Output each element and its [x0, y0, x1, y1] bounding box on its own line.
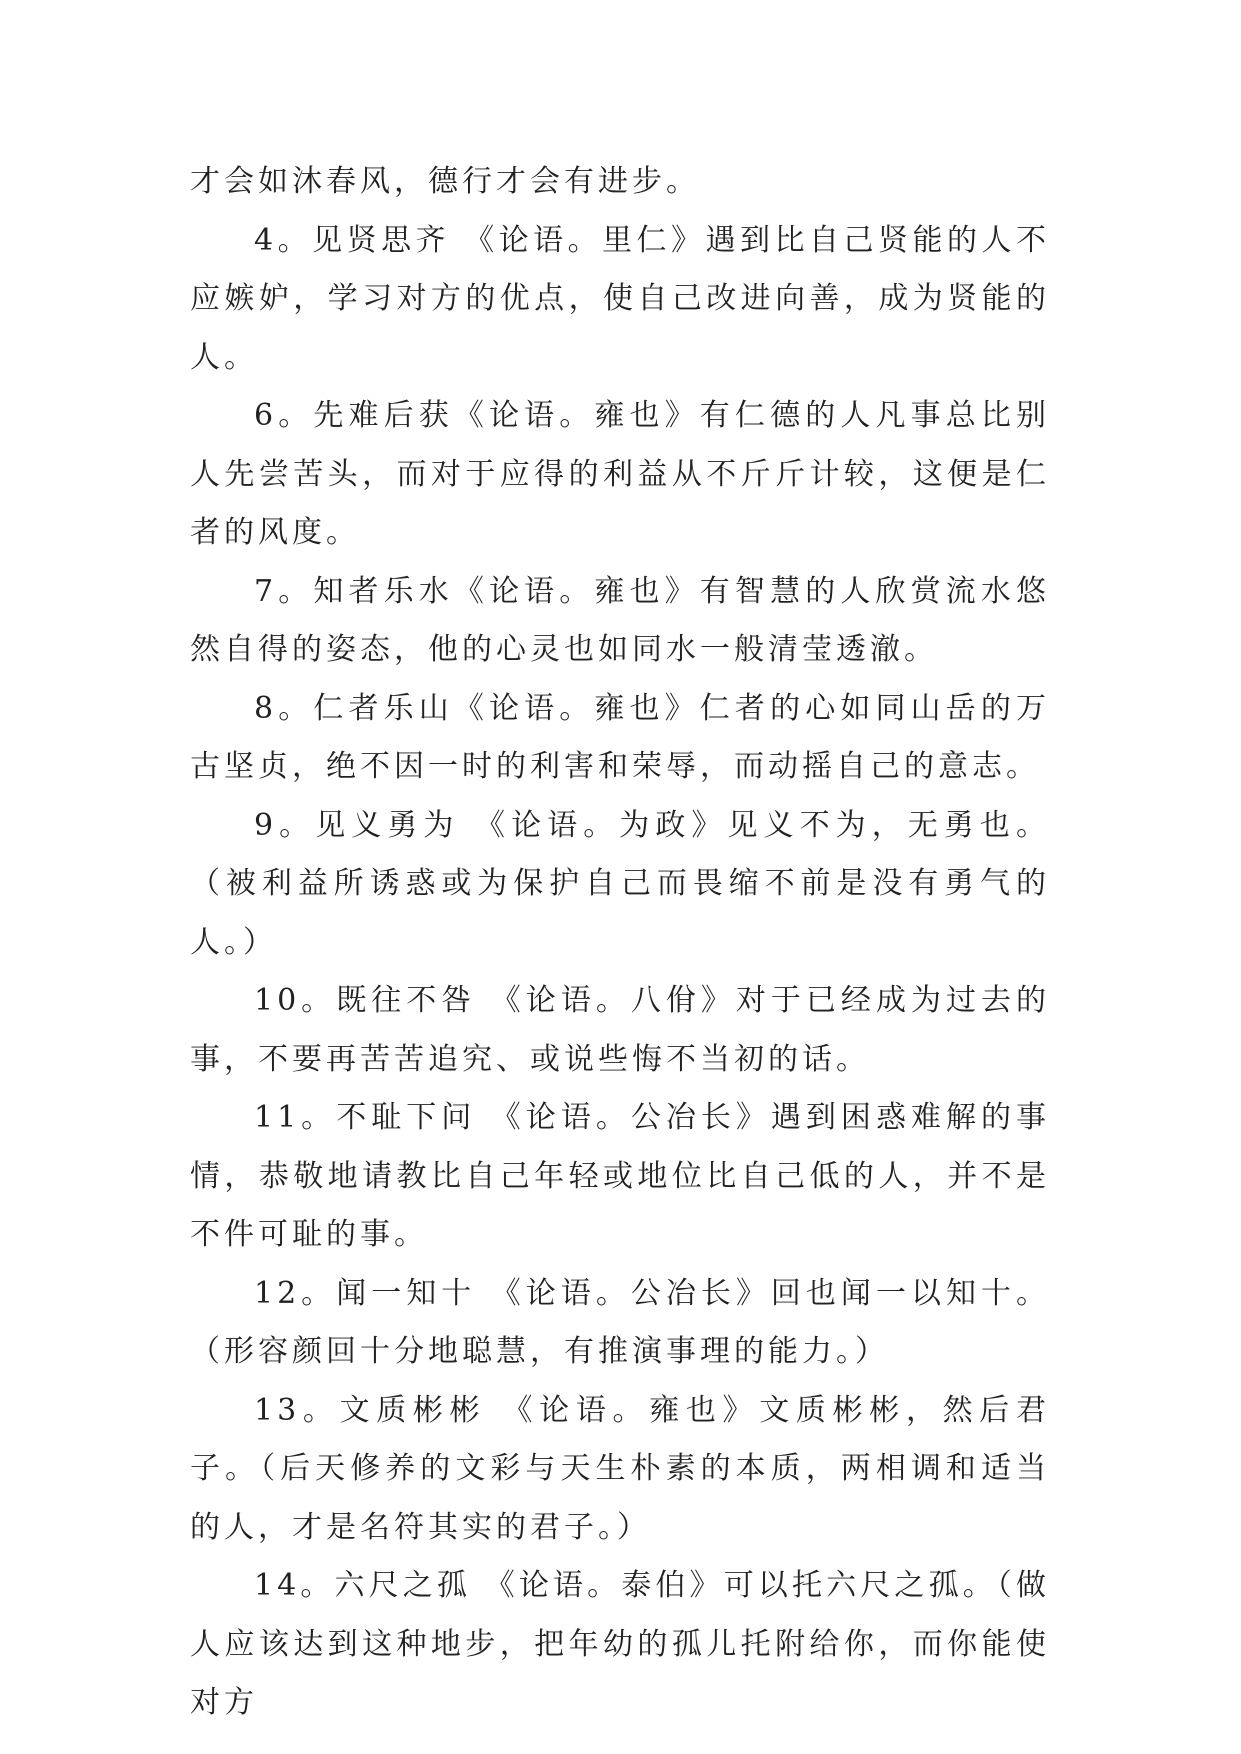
document-body [190, 153, 1050, 1733]
paragraph-item-7: 7。知者乐水《论语。雍也》有智慧的人欣赏流水悠然自得的姿态，他的心灵也如同水一般清莹透澈。 [190, 573, 1050, 667]
paragraph-item-14: 14。六尺之孤 《论语。泰伯》可以托六尺之孤。（做人应该达到这种地步，把年幼的孤儿托附给你，而你能使对方 [190, 1568, 1050, 1720]
paragraph-item-4: 4。见贤思齐 《论语。里仁》遇到比自己贤能的人不应嫉妒，学习对方的优点，使自己改进向善，成为贤能的人。 [190, 222, 1050, 375]
paragraph-item-11: 11。不耻下问 《论语。公冶长》遇到困惑难解的事情，恭敬地请教比自己年轻或地位比自己低的人，并不是不件可耻的事。 [190, 1100, 1050, 1252]
paragraph-item-8: 8。仁者乐山《论语。雍也》仁者的心如同山岳的万古坚贞，绝不因一时的利害和荣辱，而动摇自己的意志。 [190, 690, 1050, 784]
paragraph-item-6: 6。先难后获《论语。雍也》有仁德的人凡事总比别人先尝苦头，而对于应得的利益从不斤斤计较，这便是仁者的风度。 [190, 398, 1050, 550]
paragraph-item-9: 9。见义勇为 《论语。为政》见义不为，无勇也。（被利益所诱惑或为保护自己而畏缩不前是没有勇气的人。） [190, 807, 1050, 960]
paragraph-continuation: 才会如沐春风，德行才会有进步。 [190, 164, 700, 199]
paragraph-item-12: 12。闻一知十 《论语。公冶长》回也闻一以知十。（形容颜回十分地聪慧，有推演事理的能力。） [190, 1275, 1050, 1369]
paragraph-item-10: 10。既往不咎 《论语。八佾》对于已经成为过去的事，不要再苦苦追究、或说些悔不当初的话。 [190, 983, 1050, 1077]
paragraph-item-13: 13。文质彬彬 《论语。雍也》文质彬彬，然后君子。（后天修养的文彩与天生朴素的本质，两相调和适当的人，才是名符其实的君子。） [190, 1392, 1050, 1545]
